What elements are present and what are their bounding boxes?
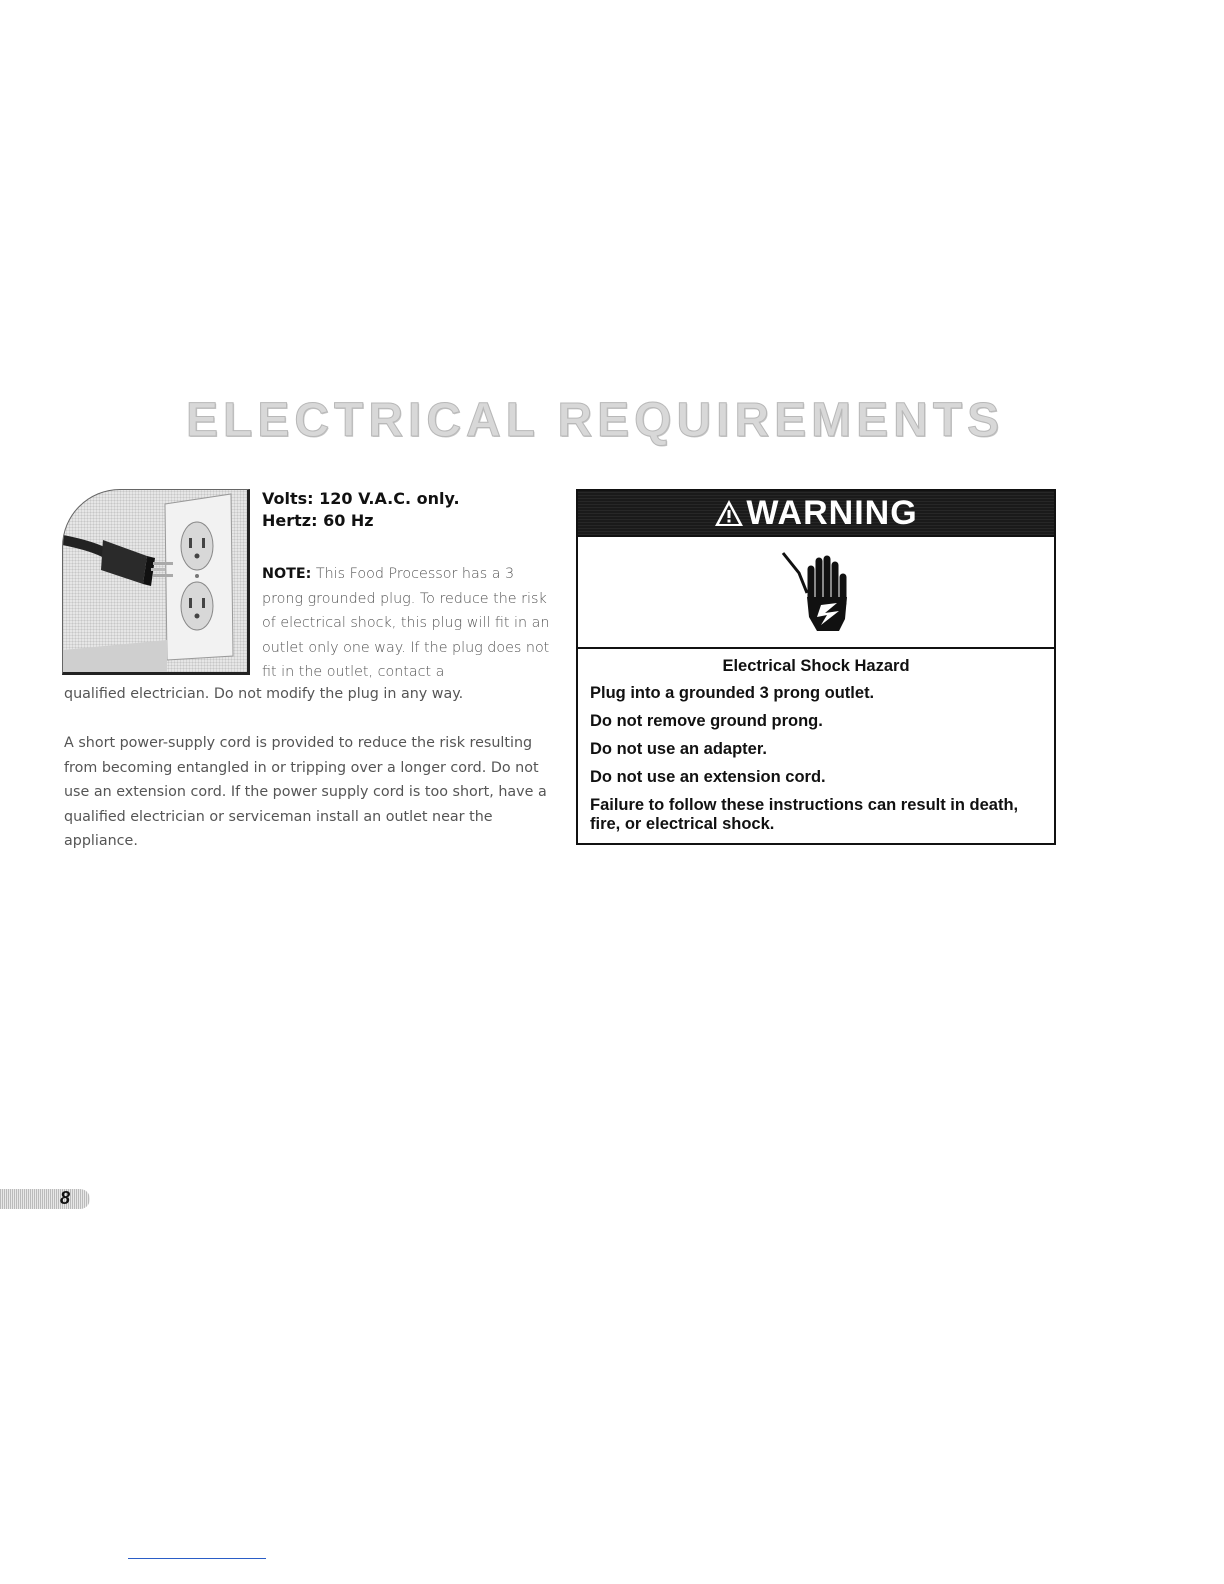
- electrical-specs: [262, 488, 460, 532]
- note-label: NOTE:: [262, 566, 312, 582]
- plug-outlet-illustration: [63, 490, 247, 672]
- cord-paragraph: A short power-supply cord is provided to reduce the risk resulting from becoming entangled in or tripping over a longer cord. Do not use an extension cord. If the power supply cord is too short, have a qualified electrician or serviceman install an outlet near the appliance.: [64, 735, 547, 849]
- warning-line: Do not use an extension cord.: [590, 768, 826, 786]
- warning-line: Do not use an adapter.: [590, 740, 767, 758]
- warning-line: Plug into a grounded 3 prong outlet.: [590, 684, 875, 702]
- hazard-title: Electrical Shock Hazard: [722, 657, 910, 675]
- note-continuation: qualified electrician. Do not modify the plug in any way.: [64, 686, 464, 702]
- footer-rule: [128, 1558, 266, 1559]
- note-text: This Food Processor has a 3 prong grounded plug. To reduce the risk of electrical shock, this plug will fit in an outlet only one way. If the plug does not fit in the outlet, contact a: [262, 566, 550, 680]
- electric-shock-hand-icon: [781, 547, 851, 637]
- note-paragraph: [262, 562, 552, 685]
- warning-header-text: WARNING: [746, 493, 918, 532]
- warning-box: [576, 489, 1056, 845]
- page-number-tab: [0, 1189, 90, 1209]
- warning-triangle-icon: [714, 498, 744, 528]
- warning-line: Do not remove ground prong.: [590, 712, 823, 730]
- page-title: ELECTRICAL REQUIREMENTS: [186, 394, 1005, 447]
- page-number: 8: [60, 1188, 71, 1208]
- plug-outlet-photo: [62, 489, 250, 675]
- hertz-spec: Hertz: 60 Hz: [262, 511, 374, 530]
- warning-header: [578, 491, 1054, 537]
- warning-line: Failure to follow these instructions can result in death, fire, or electrical shock.: [590, 796, 1019, 833]
- volts-spec: Volts: 120 V.A.C. only.: [262, 489, 460, 508]
- warning-icon-row: [578, 537, 1054, 649]
- warning-body: [578, 649, 1054, 834]
